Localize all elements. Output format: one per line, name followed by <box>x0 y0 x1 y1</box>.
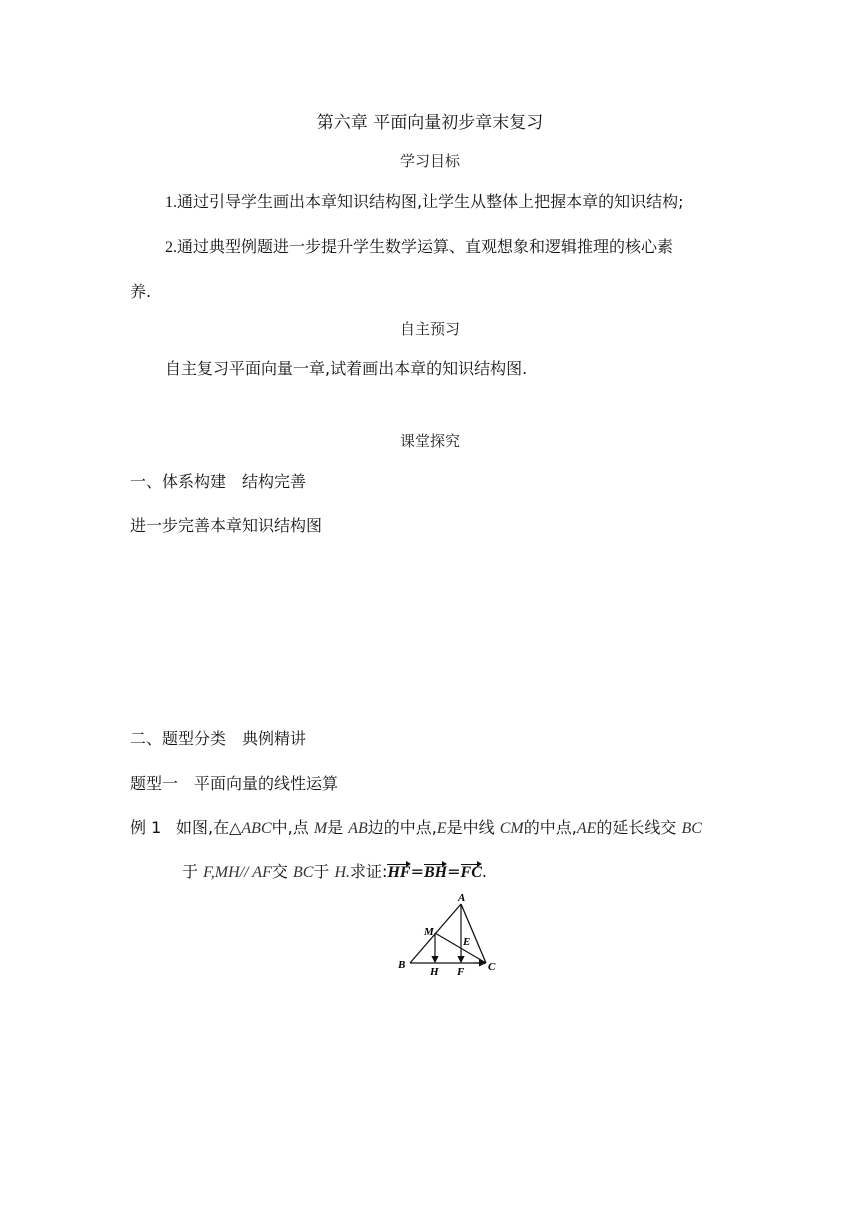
equals-sign: = <box>410 862 424 881</box>
example-1-line-2 <box>182 859 487 882</box>
example-var: F,MH// AF <box>203 864 272 881</box>
vector-bh: BH <box>423 864 448 881</box>
goal-item-1-number: 1. <box>165 194 177 211</box>
type-1-heading: 题型一 平面向量的线性运算 <box>130 774 339 793</box>
example-text: 交 <box>271 862 293 881</box>
side-ac <box>461 904 486 963</box>
goal-item-2-continuation: 养. <box>130 282 152 301</box>
example-var: AB <box>348 820 368 837</box>
example-text: 于 <box>182 862 204 881</box>
example-text: 中,点 <box>271 818 314 837</box>
goal-item-2-number: 2. <box>165 239 177 256</box>
page-title: 第六章 平面向量初步章末复习 <box>316 113 544 133</box>
label-b: B <box>398 959 406 971</box>
vector-fc: FC <box>460 864 482 881</box>
example-text: 边的中点, <box>367 818 437 837</box>
example-text: 如图,在△ <box>176 818 242 837</box>
goal-item-2-text: 通过典型例题进一步提升学生数学运算、直观想象和逻辑推理的核心素 <box>177 237 674 256</box>
example-text: 的延长线交 <box>596 818 682 837</box>
example-1-line-1 <box>130 815 702 838</box>
section-2-heading: 二、题型分类 典例精讲 <box>130 729 307 748</box>
example-var: CM <box>499 820 524 837</box>
example-label: 例 1 <box>130 818 162 837</box>
goal-item-2 <box>165 234 673 257</box>
preview-text: 自主复习平面向量一章,试着画出本章的知识结构图. <box>165 359 528 378</box>
label-c: C <box>488 961 496 973</box>
example-text: 是 <box>327 818 349 837</box>
example-text: 于 <box>313 862 335 881</box>
example-text: 的中点, <box>523 818 577 837</box>
vector-hf: HF <box>387 864 411 881</box>
label-h: H <box>430 966 439 978</box>
example-var: AE <box>576 820 597 837</box>
example-text: 求证: <box>350 862 388 881</box>
label-f: F <box>457 966 465 978</box>
goals-heading: 学习目标 <box>399 152 460 170</box>
example-var: M <box>313 820 328 837</box>
section-1-text: 进一步完善本章知识结构图 <box>130 516 323 535</box>
example-var: H. <box>334 864 351 881</box>
example-var: ABC <box>241 820 272 837</box>
label-a: A <box>458 892 466 904</box>
goal-item-1-text: 通过引导学生画出本章知识结构图,让学生从整体上把握本章的知识结构; <box>177 192 684 211</box>
label-e: E <box>463 936 471 948</box>
section-1-heading: 一、体系构建 结构完善 <box>130 472 307 491</box>
example-text: 是中线 <box>446 818 500 837</box>
equals-sign: = <box>447 862 461 881</box>
triangle-figure <box>390 890 510 982</box>
label-m: M <box>424 926 434 938</box>
preview-heading: 自主预习 <box>399 320 460 338</box>
example-text: . <box>481 862 487 881</box>
example-var: E <box>436 820 447 837</box>
goal-item-1 <box>165 189 683 212</box>
explore-heading: 课堂探究 <box>399 432 460 450</box>
example-var: BC <box>681 820 702 837</box>
example-var: BC <box>292 864 314 881</box>
